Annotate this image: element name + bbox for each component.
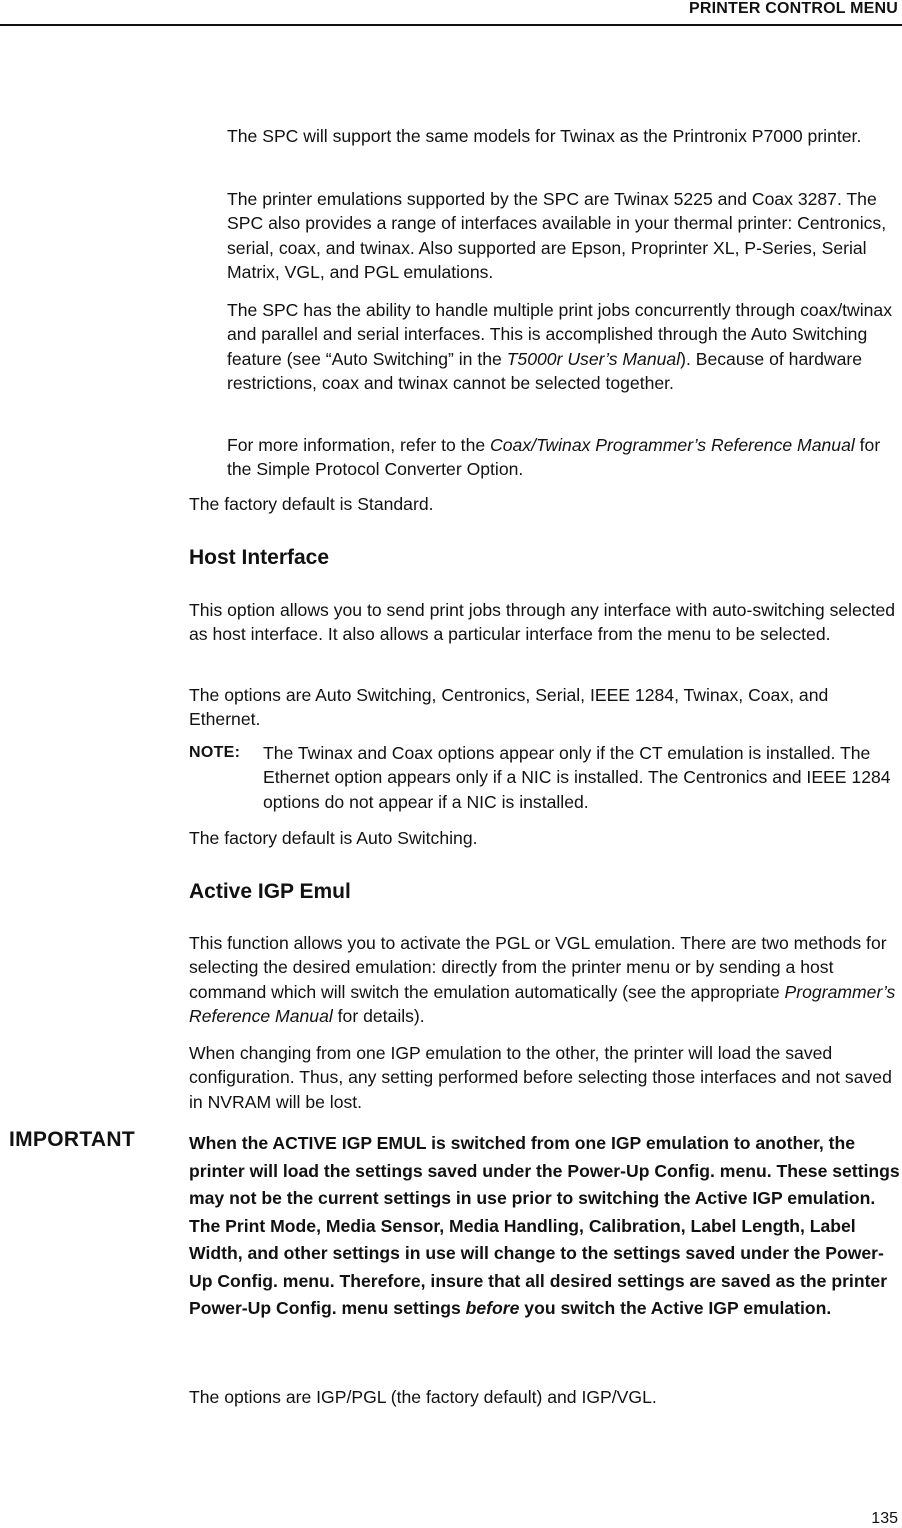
spc-paragraph-4 [227, 433, 902, 482]
spc-paragraph-4-text-b: for the Simple Protocol Converter Option. [227, 435, 881, 480]
note-text: The Twinax and Coax options appear only if the CT emulation is installed. The Ethernet option appears only if a NIC is installed. The Centronics and IEEE 1284 options do not appear if a NIC is installed. [263, 743, 891, 812]
spc-paragraph-3-text-a: The SPC has the ability to handle multiple print jobs concurrently through coax/twinax and parallel and serial interfaces. This is accomplished through the Auto Switching feature (see “Auto Switching” in the [227, 300, 893, 369]
active-igp-paragraph-1-text-a: This function allows you to activate the PGL or VGL emulation. There are two methods for selecting the desired emulation: directly from the printer menu or by sending a host command which will switch the emulation automatically (see the appropriate [189, 933, 887, 1002]
manual-title-t5000r: T5000r User’s Manual [506, 348, 681, 369]
active-igp-paragraph-2: When changing from one IGP emulation to the other, the printer will load the saved configuration. Thus, any setting performed before selecting those interfaces and not saved in NVRAM will be lost. [189, 1043, 892, 1112]
host-interface-paragraph-2: The options are Auto Switching, Centronics, Serial, IEEE 1284, Twinax, Coax, and Ethernet. [189, 685, 829, 730]
spc-paragraph-4-text-a: For more information, refer to the [227, 435, 491, 455]
manual-title-programmers-reference: Programmer’s Reference Manual [189, 981, 896, 1027]
important-emphasis-before: before [465, 1298, 520, 1318]
important-label: IMPORTANT [9, 1128, 135, 1151]
spc-paragraph-1: The SPC will support the same models for Twinax as the Printronix P7000 printer. [227, 126, 862, 146]
active-igp-paragraph-1 [189, 931, 902, 1029]
important-text [189, 1130, 902, 1323]
spc-paragraph-2: The printer emulations supported by the SPC are Twinax 5225 and Coax 3287. The SPC also provides a range of interfaces available in your thermal printer: Centronics, serial, coax, and twinax. Also supported are Epson, Proprinter XL, P-Series, Serial Matrix, VGL, and PGL emulations. [227, 189, 887, 283]
active-igp-options: The options are IGP/PGL (the factory default) and IGP/VGL. [189, 1387, 657, 1407]
spc-paragraph-3-text-b: ). Because of hardware restrictions, coax and twinax cannot be selected together. [227, 348, 863, 394]
host-interface-heading: Host Interface [189, 546, 330, 569]
host-interface-default: The factory default is Auto Switching. [189, 828, 478, 848]
important-text-b: you switch the Active IGP emulation. [519, 1298, 832, 1318]
manual-title-coax-twinax: Coax/Twinax Programmer’s Reference Manual [490, 435, 855, 455]
spc-default: The factory default is Standard. [189, 494, 434, 514]
note-label: NOTE: [189, 744, 241, 761]
important-text-a: When the ACTIVE IGP EMUL is switched from one IGP emulation to another, the printer will load the settings saved under the Power-Up Config. menu. These settings may not be the current settings in use prior to switching the Active IGP emulation. The Print Mode, Media Sensor, Media Handling, Calibration, Label Length, Label Width, and other settings in use will change to the settings saved under the Power-Up Config. menu. Therefore, insure that all desired settings are saved as the printer Power-Up Config. menu settings [189, 1133, 900, 1318]
active-igp-heading: Active IGP Emul [189, 880, 351, 903]
active-igp-paragraph-1-text-b: for details). [332, 1006, 425, 1027]
spc-paragraph-3 [227, 298, 902, 396]
host-interface-paragraph-1: This option allows you to send print jobs through any interface with auto-switching selected as host interface. It also allows a particular interface from the menu to be selected. [189, 600, 896, 645]
page-number: 135 [871, 1510, 898, 1527]
header-rule [0, 24, 902, 26]
running-header: PRINTER CONTROL MENU [688, 0, 898, 17]
